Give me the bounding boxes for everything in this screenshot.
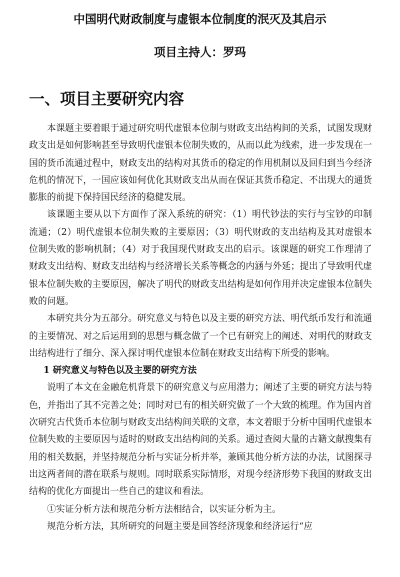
subsection-heading: 1 研究意义与特色以及主要的研究方法	[43, 366, 197, 377]
section-heading: 一、项目主要研究内容	[29, 90, 185, 108]
document-title: 中国明代财政制度与虚银本位制度的泯灭及其启示	[73, 12, 327, 26]
paragraph: ①实证分析方法和规范分析方法相结合，以实证分析为主。	[47, 504, 282, 515]
document-body	[29, 121, 372, 536]
paragraph: 本课题主要着眼于通过研究明代虚银本位制与财政支出结构间的关系，试图发现财政支出是如何影响甚至导致明代虚银本位制失败的，从而以此为线索，进一步发现在一国的货币流通过程中，财政支出的结构对其货币的稳定的作用机制以及回归到当今经济危机的情况下，一国应该如何优化其财政支出从而在保证其货币稳定、不出现大的通货膨胀的前提下保持国民经济的稳健发展。	[29, 124, 372, 204]
paragraph: 该课题主要从以下方面作了深入系统的研究：（1）明代钞法的实行与宝钞的印制流通；（2）明代虚银本位制失败的主要原因；（3）明代财政的支出结构及其对虚银本位制失败的影响机制；（4）对于我国现代财政支出的启示。该课题的研究工作理清了财政支出结构、财政支出结构与经济增长关系等概念的内涵与外延；提出了导致明代虚银本位制失败的主要原因，解决了明代的财政支出结构是如何作用并决定虚银本位制失败的问题。	[29, 210, 372, 307]
paragraph: 说明了本文在金融危机背景下的研究意义与应用潜力；阐述了主要的研究方法与特色，并指出了其不完善之处；同时对已有的相关研究做了一个大致的梳理。作为国内首次研究古代货币本位制与财政支出结构间关联的文章，本文着眼于分析中国明代虚银本位制失败的主要原因与适时的财政支出结构间的关系。通过查阅大量的古籍文献搜集有用的相关数据，并坚持规范分析与实证分析并举，兼顾其他分析方法的办法，试图探寻出这两者间的潜在联系与规则。同时联系实际情形，对现今经济形势下我国的财政支出结构的优化方面提出一些自己的建议和看法。	[29, 383, 372, 498]
project-host: 项目主持人：罗玛	[154, 45, 246, 59]
paragraph: 规范分析方法，其所研究的问题主要是回答经济现象和经济运行“应	[47, 521, 313, 532]
paragraph: 本研究共分为五部分。研究意义与特色以及主要的研究方法、明代纸币发行和流通的主要情况、对之后运用到的思想与概念做了一个已有研究上的阐述、对明代的财政支出结构进行了细分、深入探讨明代虚银本位制在财政支出结构下所受的影响。	[29, 314, 372, 359]
